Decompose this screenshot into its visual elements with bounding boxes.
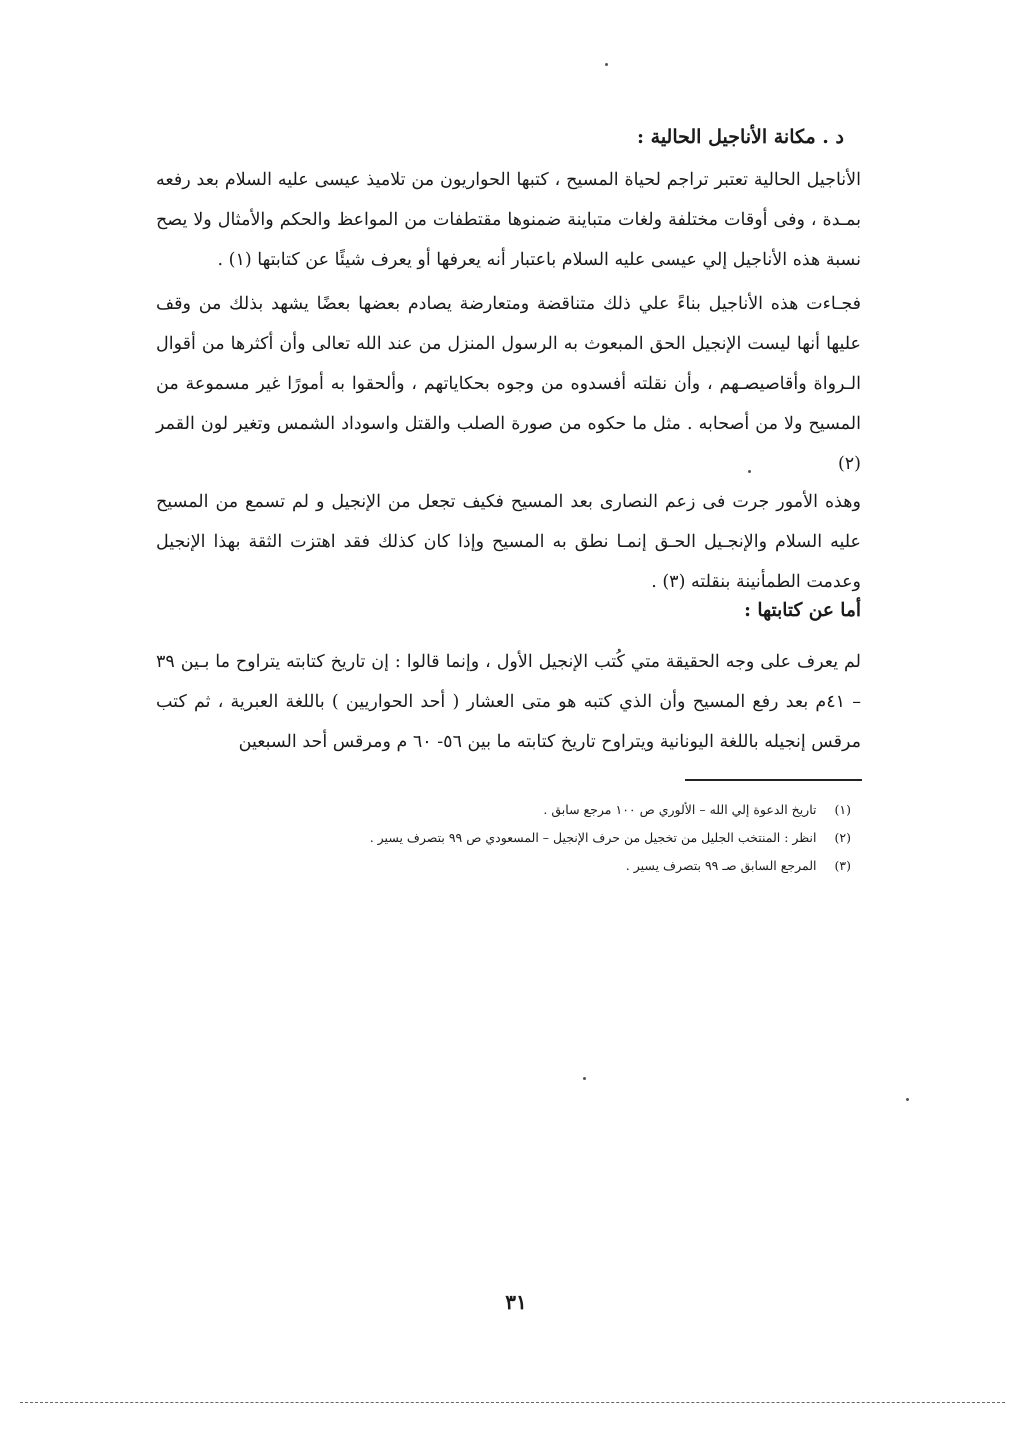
scan-speck xyxy=(605,63,608,66)
paragraph-1: الأناجيل الحالية تعتبر تراجم لحياة المسيح ، كتبها الحواريون من تلاميذ عيسى عليه السلام بعد رفعه بمـدة ، وفى أوقات مختلفة ولغات متباينة ضمنوها مقتطفات من المواعظ والحكم والأمثال ولا يصح نسبة هذه الأناجيل إلي عيسى عليه السلام باعتبار أنه يعرفها أو يعرف شيئًا عن كتابتها (١) . xyxy=(156,170,861,270)
scan-speck xyxy=(906,1098,909,1101)
footnote-number: (١) xyxy=(834,802,851,817)
footnote-separator xyxy=(685,779,862,781)
footnote-1 xyxy=(161,796,851,824)
scan-speck xyxy=(748,470,751,473)
footnote-text: انظر : المنتخب الجليل من تخجيل من حرف الإنجيل – المسعودي ص ٩٩ بتصرف يسير . xyxy=(369,830,817,845)
page-number: ٣١ xyxy=(505,1290,527,1314)
scan-bottom-edge xyxy=(20,1402,1005,1403)
paragraph-2: فجـاءت هذه الأناجيل بناءً علي ذلك متناقضة ومتعارضة يصادم بعضها بعضًا يشهد بذلك من وقف عليها أنها ليست الإنجيل الحق المبعوث به الرسول المنزل من عند الله تعالى وأن أكثرها من أقوال الـرواة وأقاصيصـهم ، وأن نقلته أفسدوه من وجوه بحكاياتهم ، وألحقوا به أمورًا غير مسموعة من المسيح ولا من أصحابه . مثل ما حكوه من صورة الصلب والقتل واسوداد الشمس وتغير لون القمر (٢) xyxy=(156,294,861,474)
footnote-2 xyxy=(161,824,851,852)
paragraph-3: وهذه الأمور جرت فى زعم النصارى بعد المسيح فكيف تجعل من الإنجيل و لم تسمع من المسيح عليه السلام والإنجـيل الحـق إنمـا نطق به المسيح وإذا كان كذلك فقد اهتزت الثقة بهذا الإنجيل وعدمت الطمأنينة بنقلته (٣) . xyxy=(156,492,861,592)
footnote-text: تاريخ الدعوة إلي الله – الألوري ص ١٠٠ مرجع سابق . xyxy=(543,802,817,817)
paragraph-4: لم يعرف على وجه الحقيقة متي كُتب الإنجيل الأول ، وإنما قالوا : إن تاريخ كتابته يتراوح ما بـين ٣٩ – ٤١م بعد رفع المسيح وأن الذي كتبه هو متى العشار ( أحد الحواريين ) باللغة العبرية ، ثم كتب مرقس إنجيله باللغة اليونانية ويتراوح تاريخ كتابته ما بين ٥٦- ٦٠ م ومرقس أحد السبعين xyxy=(156,652,861,752)
section-heading: د . مكانة الأناجيل الحالية : xyxy=(637,126,844,148)
subheading-writing: أما عن كتابتها : xyxy=(744,600,861,621)
footnote-3 xyxy=(161,852,851,880)
scan-speck xyxy=(583,1077,586,1080)
footnote-number: (٢) xyxy=(834,830,851,845)
footnote-text: المرجع السابق صـ ٩٩ بتصرف يسير . xyxy=(625,858,817,873)
footnote-number: (٣) xyxy=(834,858,851,873)
footnotes xyxy=(161,796,851,880)
